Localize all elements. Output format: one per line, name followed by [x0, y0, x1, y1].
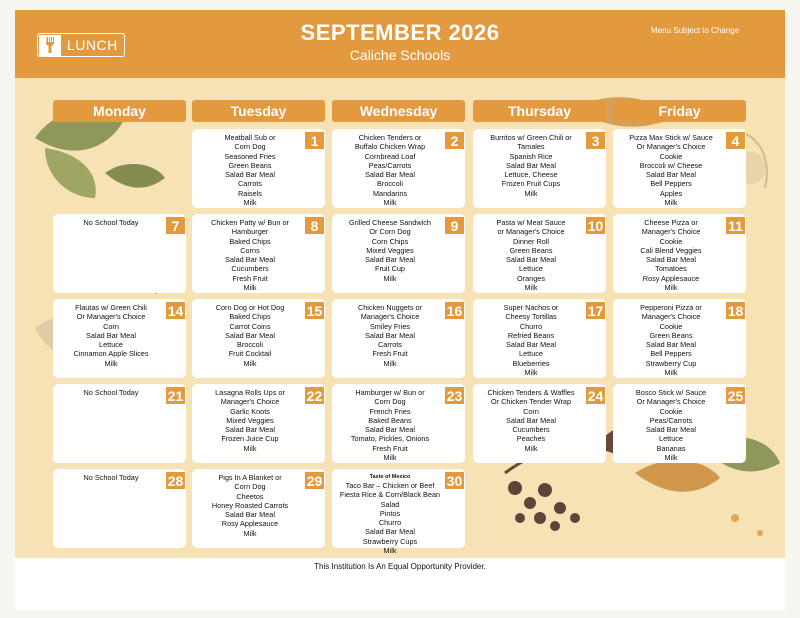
menu-items — [617, 218, 725, 292]
day-header-friday: Friday — [613, 100, 746, 122]
menu-item: Flautas w/ Green Chili — [75, 303, 147, 312]
menu-items — [196, 133, 304, 207]
menu-item: Honey Roasted Carrots — [211, 500, 289, 510]
menu-item: Spanish Rice — [509, 151, 553, 161]
menu-item: Corn Dog — [234, 482, 266, 492]
menu-item: Corn Dog — [374, 397, 406, 407]
date-number: 15 — [306, 302, 323, 319]
menu-item: Milk — [243, 198, 257, 208]
menu-item: Salad Bar Meal — [646, 425, 696, 435]
menu-item: Chicken Nuggets or — [357, 303, 423, 312]
day-cell — [473, 129, 606, 208]
menu-items — [477, 303, 585, 377]
menu-item: Pasta w/ Meat Sauce — [496, 218, 566, 227]
menu-page — [15, 10, 785, 610]
day-header-tuesday: Tuesday — [192, 100, 325, 122]
menu-items — [336, 133, 444, 207]
menu-item: Tomatoes — [655, 264, 687, 274]
day-cell — [53, 214, 186, 293]
header-banner — [15, 10, 785, 78]
menu-item: Peas/Carrots — [368, 160, 412, 170]
menu-items — [57, 388, 165, 397]
menu-item: Cali Blend Veggies — [640, 245, 702, 255]
day-cell — [332, 469, 465, 556]
menu-item: Lettuce — [519, 264, 543, 274]
menu-subtitle: Caliche Schools — [349, 47, 451, 63]
menu-item: Rosy Applesauce — [642, 273, 700, 283]
menu-item: Dinner Roll — [512, 236, 550, 246]
menu-item: Lasagna Rolls Ups or — [215, 388, 285, 397]
menu-item: Baked Chips — [229, 236, 271, 246]
day-cell — [473, 214, 606, 293]
menu-item: Corn Dog or Hot Dog — [215, 303, 285, 312]
menu-item: Lettuce — [519, 349, 543, 359]
menu-item: Bell Peppers — [650, 179, 692, 189]
menu-item: Salad Bar Meal — [225, 330, 275, 340]
day-cell — [192, 469, 325, 548]
menu-note: Menu Subject to Change — [651, 26, 740, 35]
menu-item: Carrots — [238, 179, 262, 189]
menu-item: Seasoned Fries — [224, 151, 276, 161]
date-number: 14 — [167, 302, 184, 319]
menu-item: Grilled Cheese Sandwich — [349, 218, 431, 227]
menu-item: Hamburger — [231, 227, 269, 237]
menu-item: Salad Bar Meal — [225, 510, 275, 520]
menu-item: Manager's Choice — [220, 397, 280, 407]
day-cell — [192, 384, 325, 463]
menu-item: Buffalo Chicken Wrap — [354, 142, 426, 152]
day-cell — [332, 214, 465, 293]
menu-item: Burritos w/ Green Chili or — [490, 133, 572, 142]
menu-items — [336, 473, 444, 555]
menu-items — [617, 303, 725, 377]
menu-item: Chicken Tenders & Waffles — [487, 388, 575, 397]
menu-item: Manager's Choice — [641, 227, 701, 237]
day-cell — [192, 214, 325, 293]
menu-item: Broccoli — [237, 340, 263, 350]
menu-item: Milk — [243, 443, 257, 453]
menu-item: Salad Bar Meal — [506, 415, 556, 425]
menu-item: Salad Bar Meal — [506, 340, 556, 350]
menu-item: Lettuce — [659, 434, 683, 444]
date-number: 10 — [587, 217, 604, 234]
menu-item: Salad Bar Meal — [646, 170, 696, 180]
menu-item: Cheesy Tortillas — [505, 312, 557, 322]
menu-item: Tamales — [517, 142, 545, 152]
menu-item: Salad Bar Meal — [506, 160, 556, 170]
day-cell — [613, 299, 746, 378]
menu-item: No School Today — [83, 218, 139, 227]
menu-items — [477, 133, 585, 198]
menu-item: Chicken Tenders or — [358, 133, 422, 142]
menu-item: Smiley Fries — [369, 321, 411, 331]
date-number: 24 — [587, 387, 604, 404]
menu-item: Cookie — [659, 151, 683, 161]
day-cell — [473, 384, 606, 463]
day-cell — [332, 384, 465, 463]
menu-item: Or Corn Dog — [369, 227, 411, 237]
menu-item: French Fries — [369, 406, 411, 416]
menu-title: SEPTEMBER 2026 — [300, 20, 500, 45]
menu-items — [196, 388, 304, 453]
menu-item: Bell Peppers — [650, 349, 692, 359]
menu-item: Baked Beans — [368, 415, 412, 425]
menu-item: Fresh Fruit — [232, 273, 268, 283]
menu-item: Salad Bar Meal — [365, 170, 415, 180]
menu-item: or Manager's Choice — [497, 227, 565, 237]
menu-item: Milk — [524, 443, 538, 453]
menu-item: Cinnamon Apple Slices — [73, 349, 149, 359]
menu-item: Strawberry Cups — [362, 536, 418, 546]
menu-item: Milk — [664, 198, 678, 208]
menu-item: Carrots — [378, 340, 402, 350]
day-cell — [332, 129, 465, 208]
menu-item: Mixed Veggies — [226, 415, 274, 425]
menu-item: Frozen Fruit Cups — [501, 179, 561, 189]
menu-item: Lettuce — [99, 340, 123, 350]
date-number: 4 — [726, 132, 745, 149]
day-cell — [53, 299, 186, 378]
day-cell — [613, 214, 746, 293]
menu-item: Salad Bar Meal — [365, 330, 415, 340]
menu-item: Cookie — [659, 406, 683, 416]
menu-item: Salad Bar Meal — [646, 340, 696, 350]
footer-text: This Institution Is An Equal Opportunity Provider. — [314, 562, 486, 571]
menu-item: Peas/Carrots — [649, 415, 693, 425]
menu-item: Green Beans — [228, 160, 272, 170]
menu-item: Churro — [519, 321, 543, 331]
menu-items — [477, 218, 585, 292]
day-cell — [53, 384, 186, 463]
menu-item: Lettuce, Cheese — [504, 170, 558, 180]
menu-item: Oranges — [517, 273, 545, 283]
menu-item: Garlic Knots — [230, 406, 270, 416]
menu-item: Corn — [523, 406, 539, 416]
menu-item: Milk — [383, 273, 397, 283]
menu-item: Hamburger w/ Bun or — [355, 388, 425, 397]
lunch-label: LUNCH — [67, 37, 118, 53]
menu-items — [57, 473, 165, 482]
menu-item: Pepperoni Pizza or — [640, 303, 702, 312]
menu-item: Cookie — [659, 321, 683, 331]
day-cell — [53, 469, 186, 548]
menu-item: Milk — [524, 368, 538, 378]
menu-item: Corn Dog — [234, 142, 266, 152]
date-number: 17 — [587, 302, 604, 319]
day-header-monday: Monday — [53, 100, 186, 122]
menu-items — [196, 303, 304, 368]
menu-item: Pintos — [379, 508, 401, 518]
menu-item: Peaches — [516, 434, 546, 444]
menu-item: Fresh Fruit — [372, 349, 408, 359]
menu-item: Bosco Stick w/ Sauce — [635, 388, 707, 397]
menu-item: Meatball Sub or — [224, 133, 276, 142]
date-number: 23 — [446, 387, 463, 404]
menu-items — [617, 133, 725, 207]
menu-items — [617, 388, 725, 462]
menu-items — [336, 218, 444, 283]
menu-item: Salad Bar Meal — [225, 425, 275, 435]
menu-item: Milk — [243, 528, 257, 538]
menu-item: Cheetos — [236, 491, 264, 501]
menu-item: Green Beans — [509, 245, 553, 255]
date-number: 29 — [306, 472, 323, 489]
menu-item: Milk — [664, 283, 678, 293]
day-cell — [192, 299, 325, 378]
menu-items — [196, 473, 304, 538]
menu-item: Mixed Veggies — [366, 245, 414, 255]
date-number: 30 — [446, 472, 463, 489]
day-header-thursday: Thursday — [473, 100, 606, 122]
menu-item: Milk — [243, 283, 257, 293]
menu-item: Pigs In A Blanket or — [218, 473, 282, 482]
date-number: 25 — [727, 387, 744, 404]
menu-item: No School Today — [83, 388, 139, 397]
menu-item: Frozen Juice Cup — [221, 434, 279, 444]
menu-item: Cookie — [659, 236, 683, 246]
menu-item: Mandarins — [372, 188, 408, 198]
menu-item: Rosy Applesauce — [221, 519, 279, 529]
menu-theme: Taste of Mexico — [369, 474, 411, 480]
menu-item: Salad Bar Meal — [506, 255, 556, 265]
date-number: 16 — [446, 302, 463, 319]
menu-item: Salad Bar Meal — [646, 255, 696, 265]
menu-items — [57, 218, 165, 227]
calendar-board — [15, 78, 785, 558]
date-number: 7 — [166, 217, 185, 234]
menu-item: Salad Bar Meal — [86, 330, 136, 340]
date-number: 18 — [727, 302, 744, 319]
menu-item: Salad Bar Meal — [225, 255, 275, 265]
menu-item: Salad Bar Meal — [365, 527, 415, 537]
date-number: 8 — [305, 217, 324, 234]
menu-item: Tomato, Pickles, Onions — [350, 434, 430, 444]
menu-item: Refried Beans — [507, 330, 555, 340]
date-number: 21 — [167, 387, 184, 404]
day-cell — [473, 299, 606, 378]
menu-item: Fiesta Rice & Corn/Black Bean Salad — [339, 490, 441, 509]
menu-item: Or Manager's Choice — [636, 142, 706, 152]
menu-item: Milk — [383, 453, 397, 463]
menu-item: Pizza Max Stick w/ Sauce — [629, 133, 713, 142]
day-cell — [192, 129, 325, 208]
menu-item: Salad Bar Meal — [225, 170, 275, 180]
menu-item: Or Manager's Choice — [76, 312, 146, 322]
menu-item: Strawberry Cup — [645, 358, 697, 368]
menu-item: Broccoli — [377, 179, 403, 189]
menu-item: Manager's Choice — [641, 312, 701, 322]
menu-item: No School Today — [83, 473, 139, 482]
menu-item: Chicken Patty w/ Bun or — [211, 218, 289, 227]
menu-item: Fruit Cup — [374, 264, 405, 274]
date-number: 28 — [167, 472, 184, 489]
menu-item: Raisels — [238, 188, 262, 198]
menu-item: Corns — [240, 245, 260, 255]
menu-item: Milk — [104, 358, 118, 368]
menu-item: Milk — [383, 358, 397, 368]
date-number: 22 — [306, 387, 323, 404]
menu-item: Corn — [103, 321, 119, 331]
menu-item: Milk — [524, 188, 538, 198]
menu-item: Salad Bar Meal — [365, 255, 415, 265]
date-number: 1 — [305, 132, 324, 149]
menu-item: Milk — [243, 358, 257, 368]
menu-item: Or Manager's Choice — [636, 397, 706, 407]
day-cell — [613, 384, 746, 463]
menu-item: Corn Chips — [371, 236, 409, 246]
menu-item: Churro — [378, 518, 402, 528]
menu-item: Cucumbers — [231, 264, 269, 274]
menu-item: Green Beans — [649, 330, 693, 340]
date-number: 3 — [586, 132, 605, 149]
menu-item: Milk — [664, 453, 678, 463]
menu-item: Blueberries — [512, 358, 550, 368]
menu-item: Carrot Coins — [229, 321, 271, 331]
menu-item: Fruit Cocktail — [228, 349, 272, 359]
menu-item: Milk — [524, 283, 538, 293]
menu-item: Apples — [659, 188, 683, 198]
menu-item: Salad Bar Meal — [365, 425, 415, 435]
menu-items — [57, 303, 165, 368]
menu-item: Or Chicken Tender Wrap — [490, 397, 572, 407]
menu-item: Milk — [383, 198, 397, 208]
date-number: 2 — [445, 132, 464, 149]
menu-item: Manager's Choice — [360, 312, 420, 322]
day-cell — [613, 129, 746, 208]
day-cell — [332, 299, 465, 378]
menu-items — [336, 388, 444, 462]
menu-item: Cucumbers — [512, 425, 550, 435]
date-number: 9 — [445, 217, 464, 234]
day-header-wednesday: Wednesday — [332, 100, 465, 122]
menu-item: Baked Chips — [229, 312, 271, 322]
date-number: 11 — [726, 217, 745, 234]
menu-item: Cheese Pizza or — [644, 218, 698, 227]
menu-item: Cornbread Loaf — [364, 151, 416, 161]
menu-item: Super Nachos or — [503, 303, 559, 312]
menu-item: Broccoli w/ Cheese — [639, 160, 703, 170]
menu-items — [336, 303, 444, 368]
menu-item: Milk — [383, 546, 397, 556]
menu-items — [477, 388, 585, 453]
menu-item: Fresh Fruit — [372, 443, 408, 453]
menu-item: Bananas — [656, 443, 686, 453]
menu-item: Milk — [664, 368, 678, 378]
menu-item: Taco Bar – Chicken or Beef — [345, 481, 435, 490]
menu-items — [196, 218, 304, 292]
